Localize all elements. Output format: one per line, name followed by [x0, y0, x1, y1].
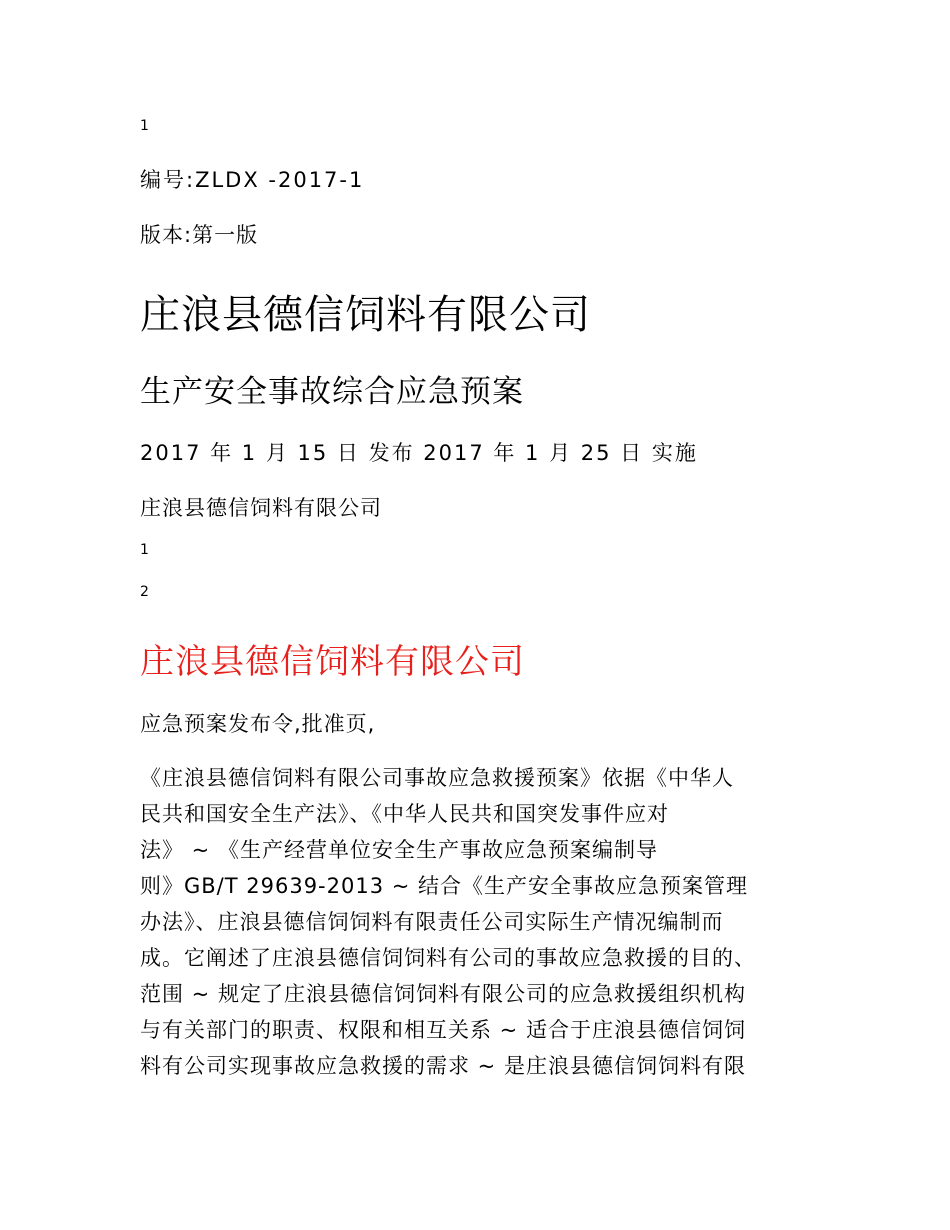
paragraph-line: 《庄浪县德信饲料有限公司事故应急救援预案》依据《中华人 [140, 766, 734, 790]
paragraph-line: 料有公司实现事故应急救援的需求 ~ 是庄浪县德信饲饲料有限 [140, 1054, 746, 1078]
document-version: 版本:第一版 [140, 223, 259, 247]
paragraph-line: 与有关部门的职责、权限和相互关系 ~ 适合于庄浪县德信饲饲 [140, 1018, 746, 1042]
paragraph-line: 则》GB/T 29639-2013 ~ 结合《生产安全事故应急预案管理 [140, 874, 749, 898]
page-marker-top: 1 [140, 118, 149, 134]
issue-dates: 2017 年 1 月 15 日 发布 2017 年 1 月 25 日 实施 [140, 441, 698, 465]
release-company-title: 庄浪县德信饲料有限公司 [140, 642, 525, 682]
paragraph-line: 法》 ~ 《生产经营单位安全生产事故应急预案编制导 [140, 838, 658, 862]
paragraph-line: 范围 ~ 规定了庄浪县德信饲饲料有限公司的应急救援组织机构 [140, 982, 746, 1006]
page-marker-1: 1 [140, 542, 149, 558]
page-marker-2: 2 [140, 584, 149, 600]
cover-plan-title: 生产安全事故综合应急预案 [140, 374, 524, 410]
paragraph-line: 办法》、庄浪县德信饲饲料有限责任公司实际生产情况编制而 [140, 910, 724, 934]
paragraph-line: 民共和国安全生产法》、《中华人民共和国突发事件应对 [140, 802, 669, 826]
release-subtitle: 应急预案发布令,批准页, [140, 712, 376, 736]
document-number: 编号:ZLDX -2017-1 [140, 168, 365, 192]
cover-company-title: 庄浪县德信饲料有限公司 [140, 292, 591, 338]
paragraph-line: 成。它阐述了庄浪县德信饲饲料有公司的事故应急救援的目的、 [140, 946, 756, 970]
cover-company-footer: 庄浪县德信饲料有限公司 [140, 496, 382, 520]
